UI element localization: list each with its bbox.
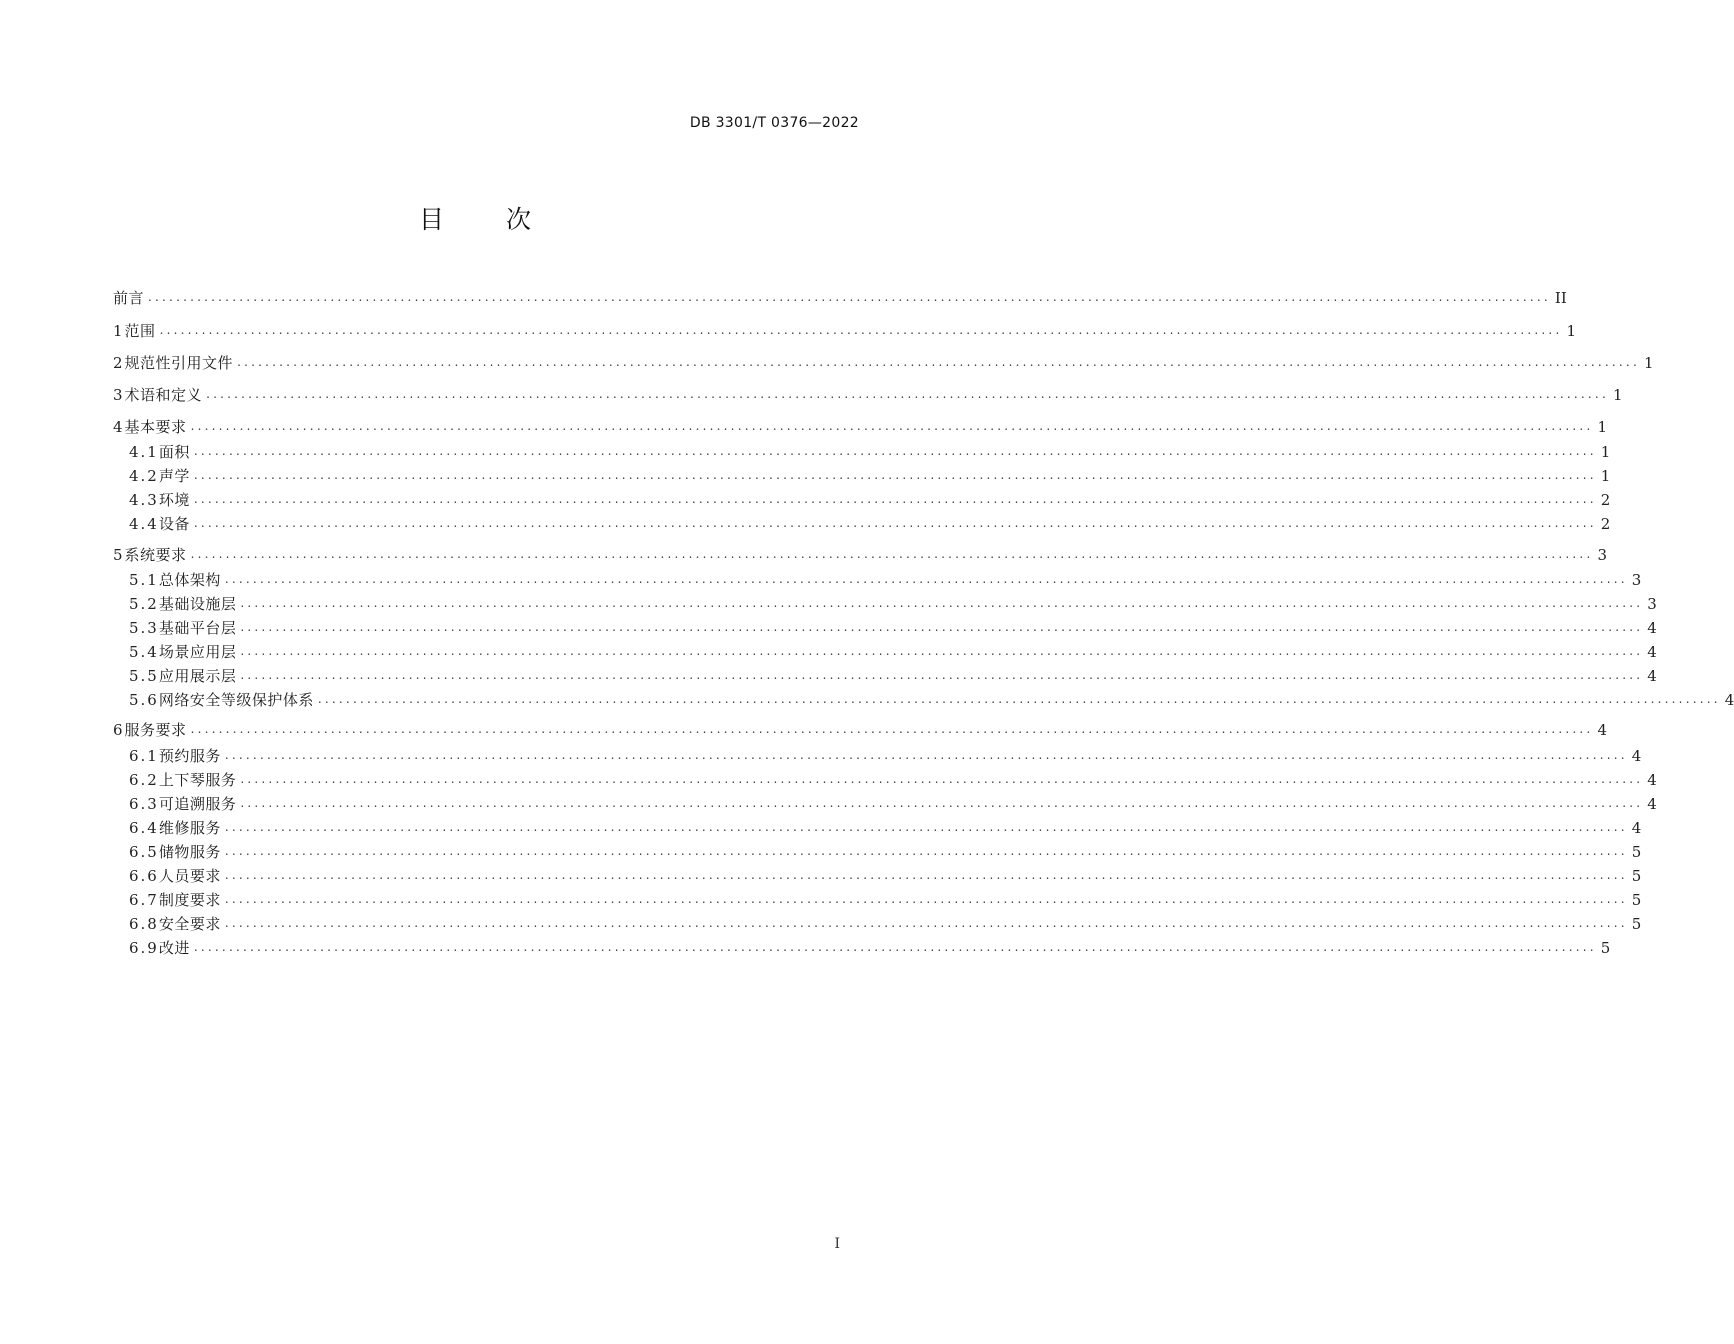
leader-dots: ........................................................................................................................................................................................................ bbox=[240, 620, 1644, 634]
toc-entry-number: 4.1 bbox=[129, 443, 159, 461]
toc-entry-label: 服务要求 bbox=[124, 721, 187, 739]
toc-entry-number: 6.8 bbox=[129, 915, 159, 933]
toc-entry-page: 3 bbox=[1647, 595, 1657, 613]
toc-entry-page: 5 bbox=[1631, 867, 1642, 885]
toc-entry-number: 5 bbox=[113, 546, 125, 564]
leader-dots: ........................................................................................................................................................................................................ bbox=[237, 355, 1640, 369]
leader-dots: ........................................................................................................................................................................................................ bbox=[240, 596, 1644, 610]
toc-subentry[interactable] bbox=[129, 913, 1642, 935]
title-char-2: 次 bbox=[506, 205, 532, 234]
leader-dots: ........................................................................................................................................................................................................ bbox=[190, 547, 1594, 561]
toc-entry-number: 4.4 bbox=[129, 515, 159, 533]
toc-entry-page: 1 bbox=[1643, 354, 1654, 372]
document-code: DB 3301/T 0376—2022 bbox=[689, 115, 859, 131]
toc-subentry[interactable] bbox=[129, 441, 1611, 463]
toc-entry-page: 1 bbox=[1612, 386, 1623, 404]
toc-entry-number: 4.2 bbox=[129, 467, 159, 485]
toc-subentry[interactable] bbox=[129, 513, 1611, 535]
toc-entry-page: 5 bbox=[1631, 915, 1642, 933]
toc-entry-page: II bbox=[1554, 289, 1567, 307]
leader-dots: ........................................................................................................................................................................................................ bbox=[159, 323, 1563, 337]
toc-entry-number: 5.5 bbox=[129, 667, 159, 685]
leader-dots: ........................................................................................................................................................................................................ bbox=[193, 468, 1597, 482]
toc-entry-page: 5 bbox=[1600, 939, 1611, 957]
leader-dots: ........................................................................................................................................................................................................ bbox=[190, 419, 1594, 433]
leader-dots: ........................................................................................................................................................................................................ bbox=[193, 444, 1597, 458]
toc-entry[interactable] bbox=[113, 544, 1607, 566]
toc-entry[interactable] bbox=[113, 352, 1654, 374]
toc-entry-page: 4 bbox=[1597, 721, 1607, 739]
toc-entry-label: 规范性引用文件 bbox=[124, 354, 234, 372]
toc-entry-number: 6.9 bbox=[129, 939, 159, 957]
toc-entry-label: 人员要求 bbox=[158, 867, 221, 885]
toc-entry-number: 1 bbox=[113, 322, 125, 340]
toc-subentry[interactable] bbox=[129, 593, 1657, 615]
toc-entry-number: 2 bbox=[113, 354, 125, 372]
toc-entry-page: 3 bbox=[1631, 571, 1642, 589]
leader-dots: ........................................................................................................................................................................................................ bbox=[224, 916, 1628, 930]
toc-entry-number: 5.6 bbox=[129, 691, 159, 709]
toc-entry-number: 6.2 bbox=[129, 771, 159, 789]
toc-entry-label: 前言 bbox=[113, 289, 145, 307]
toc-entry-label: 维修服务 bbox=[158, 819, 221, 837]
toc-entry-number: 4 bbox=[113, 418, 125, 436]
toc-entry-label: 环境 bbox=[158, 491, 190, 509]
toc-entry-page: 5 bbox=[1631, 843, 1642, 861]
toc-entry-label: 应用展示层 bbox=[158, 667, 237, 685]
toc-entry-page: 4 bbox=[1631, 819, 1642, 837]
toc-subentry[interactable] bbox=[129, 465, 1611, 487]
leader-dots: ........................................................................................................................................................................................................ bbox=[206, 387, 1609, 401]
toc-entry-page: 1 bbox=[1597, 418, 1607, 436]
toc-entry-label: 面积 bbox=[158, 443, 190, 461]
toc-entry-label: 改进 bbox=[158, 939, 190, 957]
toc-entry-label: 设备 bbox=[158, 515, 190, 533]
leader-dots: ........................................................................................................................................................................................................ bbox=[240, 772, 1644, 786]
title-char-1: 目 bbox=[418, 205, 444, 234]
toc-entry-page: 4 bbox=[1647, 643, 1657, 661]
toc-entry-label: 储物服务 bbox=[158, 843, 221, 861]
leader-dots: ........................................................................................................................................................................................................ bbox=[193, 940, 1597, 954]
toc-subentry[interactable] bbox=[129, 841, 1642, 863]
toc-entry-page: 2 bbox=[1600, 491, 1611, 509]
toc-entry-page: 1 bbox=[1600, 467, 1611, 485]
toc-entry-label: 可追溯服务 bbox=[158, 795, 237, 813]
leader-dots: ........................................................................................................................................................................................................ bbox=[240, 796, 1644, 810]
toc-entry-label: 安全要求 bbox=[158, 915, 221, 933]
leader-dots: ........................................................................................................................................................................................................ bbox=[224, 844, 1628, 858]
leader-dots: ........................................................................................................................................................................................................ bbox=[240, 644, 1644, 658]
toc-entry-number: 6.1 bbox=[129, 747, 159, 765]
leader-dots: ........................................................................................................................................................................................................ bbox=[190, 722, 1594, 736]
toc-entry-label: 声学 bbox=[158, 467, 190, 485]
toc-entry-number: 5.1 bbox=[129, 571, 159, 589]
toc-entry-page: 4 bbox=[1647, 667, 1657, 685]
toc-subentry[interactable] bbox=[129, 489, 1611, 511]
toc-subentry[interactable] bbox=[129, 569, 1642, 591]
toc-entry-page: 4 bbox=[1631, 747, 1642, 765]
toc-entry-label: 场景应用层 bbox=[158, 643, 237, 661]
toc-entry-number: 6.4 bbox=[129, 819, 159, 837]
toc-entry-number: 6.7 bbox=[129, 891, 159, 909]
leader-dots: ........................................................................................................................................................................................................ bbox=[148, 290, 1551, 304]
toc-subentry[interactable] bbox=[129, 745, 1642, 767]
toc-subentry[interactable] bbox=[129, 665, 1657, 687]
toc-subentry[interactable] bbox=[129, 769, 1657, 791]
leader-dots: ........................................................................................................................................................................................................ bbox=[193, 516, 1597, 530]
toc-subentry[interactable] bbox=[129, 865, 1642, 887]
toc-entry-number: 6.5 bbox=[129, 843, 159, 861]
toc-entry-page: 4 bbox=[1647, 795, 1657, 813]
toc-entry[interactable] bbox=[113, 320, 1576, 342]
toc-entry-label: 范围 bbox=[124, 322, 156, 340]
toc-entry-number: 5.4 bbox=[129, 643, 159, 661]
toc-subentry[interactable] bbox=[129, 689, 1734, 711]
toc-entry-label: 基本要求 bbox=[124, 418, 187, 436]
toc-subentry[interactable] bbox=[129, 889, 1642, 911]
toc-entry-page: 1 bbox=[1600, 443, 1611, 461]
toc-entry-label: 预约服务 bbox=[158, 747, 221, 765]
toc-entry-label: 基础设施层 bbox=[158, 595, 237, 613]
toc-entry-label: 基础平台层 bbox=[158, 619, 237, 637]
toc-entry-label: 术语和定义 bbox=[124, 386, 203, 404]
toc-entry[interactable] bbox=[113, 384, 1623, 406]
toc-entry-number: 5.2 bbox=[129, 595, 159, 613]
leader-dots: ........................................................................................................................................................................................................ bbox=[224, 892, 1628, 906]
leader-dots: ........................................................................................................................................................................................................ bbox=[224, 572, 1628, 586]
toc-entry-label: 制度要求 bbox=[158, 891, 221, 909]
toc-subentry[interactable] bbox=[129, 937, 1611, 959]
leader-dots: ........................................................................................................................................................................................................ bbox=[240, 668, 1644, 682]
toc-entry-page: 4 bbox=[1647, 771, 1657, 789]
toc-entry-page: 5 bbox=[1631, 891, 1642, 909]
toc-entry-number: 6 bbox=[113, 721, 125, 739]
toc-entry-label: 上下琴服务 bbox=[158, 771, 237, 789]
toc-entry[interactable] bbox=[113, 719, 1607, 741]
toc-entry-page: 3 bbox=[1597, 546, 1607, 564]
toc-entry[interactable] bbox=[113, 416, 1607, 438]
toc-entry-number: 6.3 bbox=[129, 795, 159, 813]
toc-entry-label: 网络安全等级保护体系 bbox=[158, 691, 314, 709]
toc-entry-number: 6.6 bbox=[129, 867, 159, 885]
leader-dots: ........................................................................................................................................................................................................ bbox=[224, 748, 1628, 762]
toc-subentry[interactable] bbox=[129, 617, 1657, 639]
toc-entry-page: 2 bbox=[1600, 515, 1611, 533]
toc-subentry[interactable] bbox=[129, 793, 1657, 815]
toc-entry-page: 4 bbox=[1647, 619, 1657, 637]
toc-entry-number: 3 bbox=[113, 386, 125, 404]
page-number: I bbox=[834, 1236, 840, 1252]
toc-entry-number: 5.3 bbox=[129, 619, 159, 637]
toc-entry-page: 4 bbox=[1724, 691, 1734, 709]
toc-entry-label: 总体架构 bbox=[158, 571, 221, 589]
toc-subentry[interactable] bbox=[129, 641, 1657, 663]
toc-entry-number: 4.3 bbox=[129, 491, 159, 509]
toc-entry-label: 系统要求 bbox=[124, 546, 187, 564]
page-title bbox=[0, 200, 950, 236]
toc-subentry[interactable] bbox=[129, 817, 1642, 839]
leader-dots: ........................................................................................................................................................................................................ bbox=[224, 820, 1628, 834]
toc-entry-foreword[interactable] bbox=[113, 287, 1567, 309]
leader-dots: ........................................................................................................................................................................................................ bbox=[317, 692, 1721, 706]
leader-dots: ........................................................................................................................................................................................................ bbox=[224, 868, 1628, 882]
toc-entry-page: 1 bbox=[1566, 322, 1576, 340]
leader-dots: ........................................................................................................................................................................................................ bbox=[193, 492, 1597, 506]
